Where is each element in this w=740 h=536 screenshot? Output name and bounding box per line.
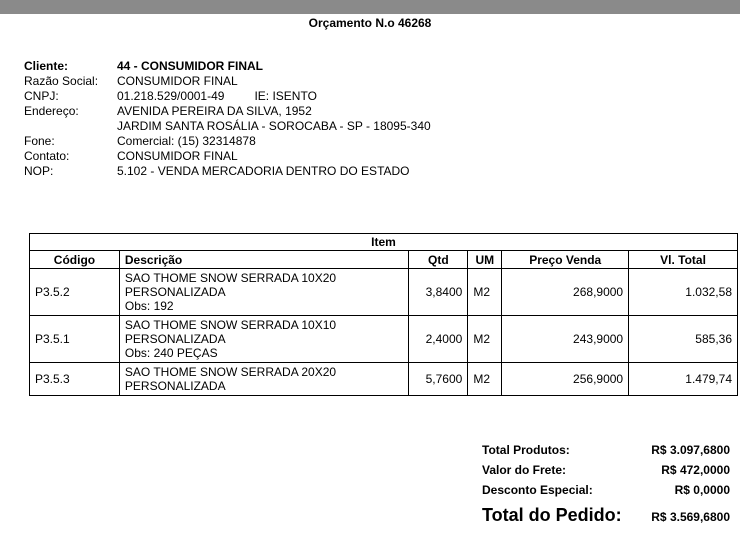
top-bar: [0, 0, 740, 14]
endereco-label: Endereço:: [24, 104, 79, 118]
total-pedido-value: R$ 3.569,6800: [651, 510, 730, 524]
razao-value: CONSUMIDOR FINAL: [117, 74, 238, 88]
total-produtos-row: [482, 443, 730, 463]
frete-row: [482, 463, 730, 483]
client-info: [24, 59, 431, 179]
razao-row: [24, 74, 431, 89]
table-row: [30, 316, 738, 363]
nop-label: NOP:: [24, 164, 54, 178]
items-table: [29, 233, 738, 396]
document-title: Orçamento N.o 46268: [308, 16, 432, 30]
frete-value: R$ 472,0000: [661, 463, 730, 477]
razao-label: Razão Social:: [24, 74, 99, 88]
ie-value: IE: ISENTO: [254, 89, 317, 103]
fone-label: Fone:: [24, 134, 55, 148]
endereco-line2: JARDIM SANTA ROSÁLIA - SOROCABA - SP - 18095-340: [117, 119, 431, 133]
cnpj-label: CNPJ:: [24, 89, 59, 103]
cliente-row: [24, 59, 431, 74]
endereco-row: [24, 104, 431, 119]
col-um: UM: [468, 251, 502, 269]
row-preco: 268,9000: [502, 269, 629, 316]
col-qtd: Qtd: [409, 251, 468, 269]
frete-label: Valor do Frete:: [482, 463, 567, 477]
col-descricao: Descrição: [119, 251, 408, 269]
row-descricao: SAO THOME SNOW SERRADA 10X20 PERSONALIZADA Obs: 192: [119, 269, 408, 316]
cnpj-row: [24, 89, 431, 104]
col-codigo: Código: [30, 251, 120, 269]
total-produtos-value: R$ 3.097,6800: [651, 443, 730, 457]
row-total: 585,36: [629, 316, 738, 363]
contato-value: CONSUMIDOR FINAL: [117, 149, 238, 163]
row-obs: Obs: 240 PEÇAS: [124, 346, 218, 360]
desconto-value: R$ 0,0000: [674, 483, 730, 497]
cliente-label: Cliente:: [24, 59, 69, 73]
endereco-line1: AVENIDA PEREIRA DA SILVA, 1952: [117, 104, 312, 118]
total-pedido-row: [482, 505, 730, 531]
col-preco: Preço Venda: [502, 251, 629, 269]
total-pedido-label: Total do Pedido:: [482, 505, 622, 525]
item-group-header: Item: [30, 234, 738, 251]
col-total: Vl. Total: [629, 251, 738, 269]
desconto-row: [482, 483, 730, 503]
contato-label: Contato:: [24, 149, 70, 163]
row-um: M2: [468, 269, 502, 316]
row-codigo: P3.5.3: [30, 363, 120, 396]
row-qtd: 3,8400: [409, 269, 468, 316]
row-descricao: SAO THOME SNOW SERRADA 10X10 PERSONALIZADA Obs: 240 PEÇAS: [119, 316, 408, 363]
fone-value: Comercial: (15) 32314878: [117, 134, 256, 148]
contato-row: [24, 149, 431, 164]
table-row: [30, 269, 738, 316]
fone-row: [24, 134, 431, 149]
row-codigo: P3.5.1: [30, 316, 120, 363]
row-preco: 256,9000: [502, 363, 629, 396]
row-um: M2: [468, 316, 502, 363]
nop-row: [24, 164, 431, 179]
total-produtos-label: Total Produtos:: [482, 443, 570, 457]
table-row: [30, 363, 738, 396]
totals-block: [482, 443, 730, 531]
desconto-label: Desconto Especial:: [482, 483, 593, 497]
cnpj-value: 01.218.529/0001-49: [117, 89, 225, 103]
row-descricao: SAO THOME SNOW SERRADA 20X20 PERSONALIZADA: [119, 363, 408, 396]
row-total: 1.479,74: [629, 363, 738, 396]
row-codigo: P3.5.2: [30, 269, 120, 316]
row-um: M2: [468, 363, 502, 396]
cliente-value: 44 - CONSUMIDOR FINAL: [117, 59, 264, 73]
endereco-row-2: [24, 119, 431, 134]
row-qtd: 5,7600: [409, 363, 468, 396]
row-total: 1.032,58: [629, 269, 738, 316]
row-obs: Obs: 192: [124, 299, 174, 313]
row-preco: 243,9000: [502, 316, 629, 363]
nop-value: 5.102 - VENDA MERCADORIA DENTRO DO ESTADO: [117, 164, 410, 178]
row-qtd: 2,4000: [409, 316, 468, 363]
